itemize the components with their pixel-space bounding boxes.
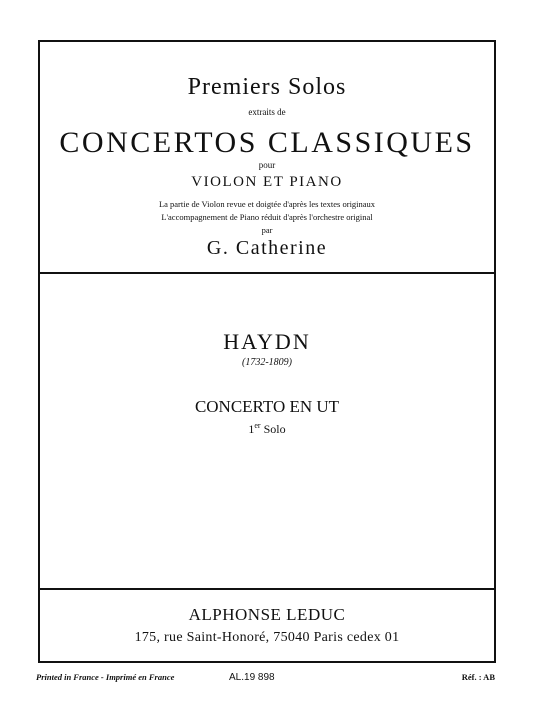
- publisher-name: ALPHONSE LEDUC: [188, 605, 346, 624]
- piano-note: L'accompagnement de Piano réduit d'après l'orchestre original: [161, 212, 373, 222]
- main-title: CONCERTOS CLASSIQUES: [59, 126, 475, 159]
- reference-code: Réf. : AB: [461, 672, 495, 682]
- extraits-label: extraits de: [248, 107, 286, 117]
- composer-name: HAYDN: [223, 329, 311, 354]
- solo-label: [40, 421, 494, 437]
- editor-name: G. Catherine: [206, 237, 328, 259]
- bottom-divider: [40, 588, 494, 590]
- solo-text: Solo: [263, 422, 286, 436]
- catalog-number: AL.19 898: [229, 672, 275, 683]
- pour-label: pour: [258, 160, 276, 170]
- solo-suffix: er: [254, 421, 261, 430]
- printed-in-france: Printed in France - Imprimé en France: [36, 672, 175, 682]
- work-title: CONCERTO EN UT: [194, 397, 340, 416]
- top-divider: [40, 272, 494, 274]
- par-label: par: [261, 225, 273, 235]
- solo-number: 1: [248, 422, 255, 436]
- series-title: Premiers Solos: [187, 74, 347, 100]
- publisher-address: 175, rue Saint-Honoré, 75040 Paris cedex 01: [134, 630, 400, 645]
- violin-note: La partie de Violon revue et doigtée d'après les textes originaux: [158, 199, 376, 209]
- instrumentation: VIOLON ET PIANO: [191, 174, 343, 190]
- composer-dates: (1732-1809): [242, 357, 292, 368]
- cover-frame: [38, 40, 496, 663]
